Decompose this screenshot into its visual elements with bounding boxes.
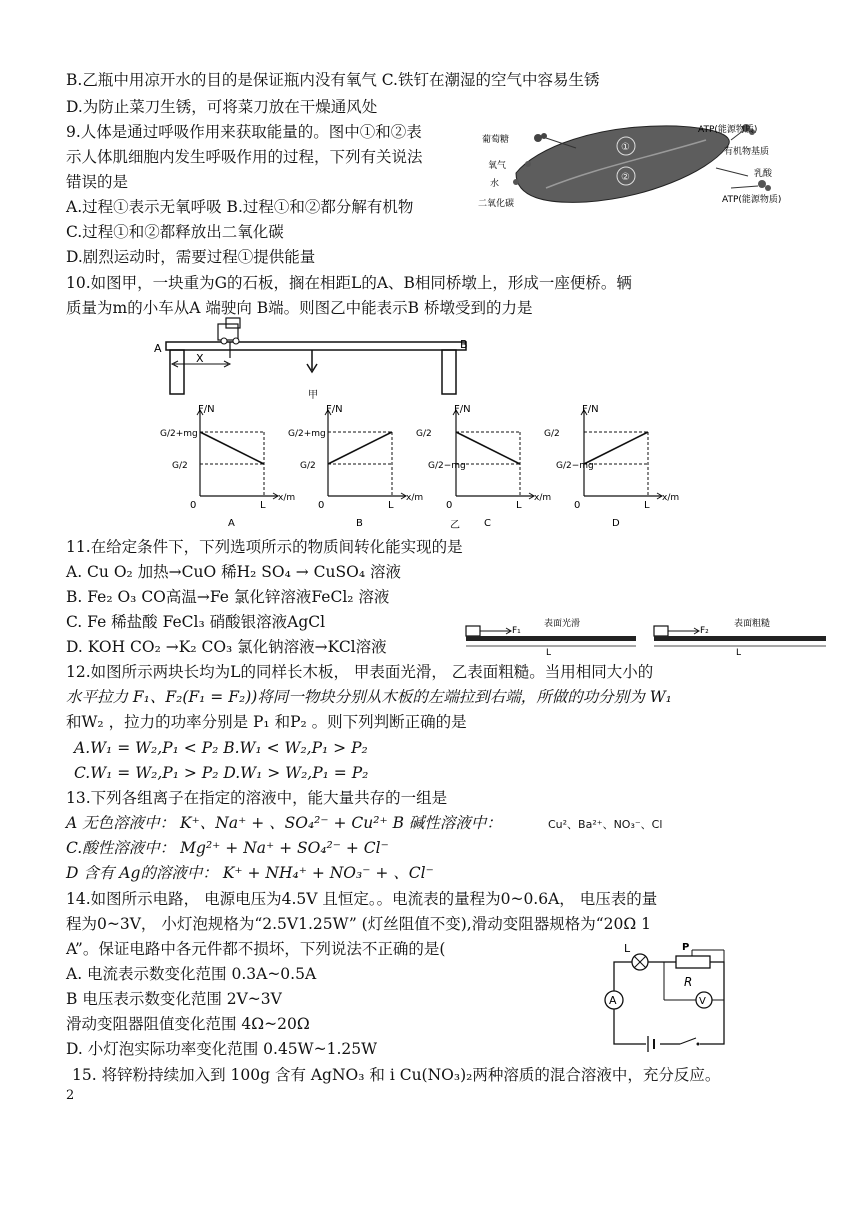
- graph-D: [544, 404, 679, 529]
- label-substrate: 有机物基质: [724, 147, 770, 157]
- option-label: D: [612, 518, 620, 529]
- text-line: D. 小灯泡实际功率变化范围 0.45W~1.25W: [66, 1040, 378, 1058]
- text-line: B 电压表示数变化范围 2V~3V: [66, 990, 282, 1008]
- label-glucose: 葡萄糖: [482, 135, 510, 145]
- label-water: 水: [490, 179, 500, 189]
- xtick-l: L: [644, 500, 650, 511]
- caption-jia: 甲: [308, 390, 318, 400]
- text-line: 12.如图所示两块长均为L的同样长木板， 甲表面光滑， 乙表面粗糙。当用相同大小的: [66, 663, 654, 681]
- xtick-l: L: [260, 500, 266, 511]
- text-line: 水平拉力 F₁、F₂(F₁ = F₂))将同一物块分别从木板的左端拉到右端，所做的功分别为 W₁: [66, 688, 672, 706]
- text-line: 9.人体是通过呼吸作用来获取能量的。图中①和②表: [66, 123, 422, 141]
- xtick-0: 0: [190, 500, 197, 511]
- marker-2: ②: [621, 172, 630, 183]
- option-ab: A.W₁ = W₂,P₁ < P₂ B.W₁ < W₂,P₁ > P₂: [74, 739, 368, 757]
- resistor-label: R: [684, 975, 693, 989]
- option-label: C: [484, 518, 491, 529]
- text-line: 质量为m的小车从A 端驶向 B端。则图乙中能表示B 桥墩受到的力是: [66, 299, 533, 317]
- ytick-high: G/2+mg: [288, 429, 326, 439]
- force-f1: F₁: [512, 626, 521, 636]
- circuit-figure: [598, 938, 748, 1058]
- text-line: A. 电流表示数变化范围 0.3A~0.5A: [66, 965, 317, 983]
- graph-A: [160, 404, 295, 529]
- text-line: 程为0~3V， 小灯泡规格为“2.5V1.25W” (灯丝阻值不变),滑动变阻器规格为“20Ω 1: [66, 915, 651, 933]
- text-line: A. Cu O₂ 加热→CuO 稀H₂ SO₄ → CuSO₄ 溶液: [66, 563, 401, 581]
- option-label: B: [356, 518, 363, 529]
- label-a: A: [154, 342, 162, 355]
- series-line: [584, 432, 648, 464]
- x-label: x/m: [406, 493, 424, 503]
- graph-B: [288, 404, 423, 529]
- xtick-l: L: [388, 500, 394, 511]
- text-line: A.过程①表示无氧呼吸 B.过程①和②都分解有机物: [66, 198, 414, 216]
- text-line: 13.下列各组离子在指定的溶液中，能大量共存的一组是: [66, 789, 448, 807]
- option-cd: C.W₁ = W₂,P₁ > P₂ D.W₁ > W₂,P₁ = P₂: [74, 764, 369, 782]
- series-line: [328, 432, 392, 464]
- label-atp-bottom: ATP(能源物质): [722, 195, 782, 205]
- bridge-figure: [150, 314, 490, 400]
- text-line: D. KOH CO₂ →K₂ CO₃ 氯化钠溶液→KCl溶液: [66, 638, 387, 656]
- boards-figure: [464, 612, 830, 656]
- ytick-high: G/2+mg: [160, 429, 198, 439]
- text-line: C.过程①和②都释放出二氧化碳: [66, 223, 284, 241]
- label-atp-top: ATP(能源物质): [698, 125, 758, 135]
- ytick-low: G/2: [300, 461, 316, 471]
- ammeter-label: A: [609, 994, 617, 1007]
- text-line: 11.在给定条件下，下列选项所示的物质间转化能实现的是: [66, 538, 463, 556]
- text-line: 10.如图甲，一块重为G的石板，搁在相距L的A、B相同桥墩上，形成一座便桥。辆: [66, 274, 632, 292]
- surface-smooth: 表面光滑: [544, 619, 581, 629]
- length-l-right: L: [736, 648, 742, 656]
- series-line: [456, 432, 520, 464]
- page-number: 2: [66, 1088, 75, 1103]
- lamp-label: L: [624, 942, 631, 955]
- series-line: [200, 432, 264, 464]
- text-line: B.乙瓶中用凉开水的目的是保证瓶内没有氧气 C.铁钉在潮湿的空气中容易生锈: [66, 71, 600, 89]
- caption-yi: 乙: [450, 520, 460, 531]
- label-co2: 二氧化碳: [478, 199, 515, 209]
- xtick-0: 0: [318, 500, 325, 511]
- slider-label: P: [682, 942, 690, 953]
- label-lactic-acid: 乳酸: [754, 169, 773, 179]
- xtick-0: 0: [446, 500, 453, 511]
- ytick-low: G/2−mg: [428, 461, 466, 471]
- marker-1: ①: [621, 142, 630, 153]
- text-line: B. Fe₂ O₃ CO高温→Fe 氯化锌溶液FeCl₂ 溶液: [66, 588, 390, 606]
- ytick-high: G/2: [544, 429, 560, 439]
- q13-b-ions: Cu²、Ba²⁺、NO₃⁻、Cl: [548, 818, 663, 831]
- surface-rough: 表面粗糙: [734, 619, 771, 629]
- text-line: D 含有 Ag的溶液中： K⁺ + NH₄⁺ + NO₃⁻ + 、Cl⁻: [66, 864, 434, 882]
- xtick-l: L: [516, 500, 522, 511]
- y-label: F/N: [582, 404, 599, 415]
- text-line: 错误的是: [66, 173, 129, 191]
- ytick-high: G/2: [416, 429, 432, 439]
- xtick-0: 0: [574, 500, 581, 511]
- force-f2: F₂: [700, 626, 709, 636]
- text-line: C.酸性溶液中： Mg²⁺ + Na⁺ + SO₄²⁻ + Cl⁻: [66, 839, 389, 857]
- text-line: 和W₂ ，拉力的功率分别是 P₁ 和P₂ 。则下列判断正确的是: [66, 713, 467, 731]
- x-label: x/m: [534, 493, 552, 503]
- text-line: A”。保证电路中各元件都不损坏，下列说法不正确的是(: [66, 940, 446, 958]
- label-x: X: [196, 352, 204, 365]
- ytick-low: G/2: [172, 461, 188, 471]
- ytick-low: G/2−mg: [556, 461, 594, 471]
- force-graphs: [160, 404, 720, 534]
- text-line: D.为防止菜刀生锈，可将菜刀放在干燥通风处: [66, 98, 378, 116]
- option-label: A: [228, 518, 235, 529]
- length-l-left: L: [546, 648, 552, 656]
- x-label: x/m: [278, 493, 296, 503]
- respiration-figure: [476, 118, 816, 210]
- text-line: C. Fe 稀盐酸 FeCl₃ 硝酸银溶液AgCl: [66, 613, 326, 631]
- graph-C: [416, 404, 551, 529]
- y-label: F/N: [326, 404, 343, 415]
- label-b: B: [460, 338, 468, 351]
- x-label: x/m: [662, 493, 680, 503]
- label-oxygen: 氧气: [488, 161, 507, 171]
- text-line: 14.如图所示电路， 电源电压为4.5V 且恒定。。电流表的量程为0~0.6A， 电压表的量: [66, 890, 658, 908]
- voltmeter-label: V: [699, 996, 706, 1007]
- text-line: 滑动变阻器阻值变化范围 4Ω~20Ω: [66, 1015, 310, 1033]
- y-label: F/N: [198, 404, 215, 415]
- text-line: D.剧烈运动时，需要过程①提供能量: [66, 248, 316, 266]
- text-line: A 无色溶液中： K⁺、Na⁺ + 、SO₄²⁻ + Cu²⁺ B 碱性溶液中：: [66, 814, 502, 832]
- text-line: 15. 将锌粉持续加入到 100g 含有 AgNO₃ 和 i Cu(NO₃)₂两种溶质的混合溶液中，充分反应。: [72, 1066, 721, 1084]
- y-label: F/N: [454, 404, 471, 415]
- text-line: 示人体肌细胞内发生呼吸作用的过程，下列有关说法: [66, 148, 423, 166]
